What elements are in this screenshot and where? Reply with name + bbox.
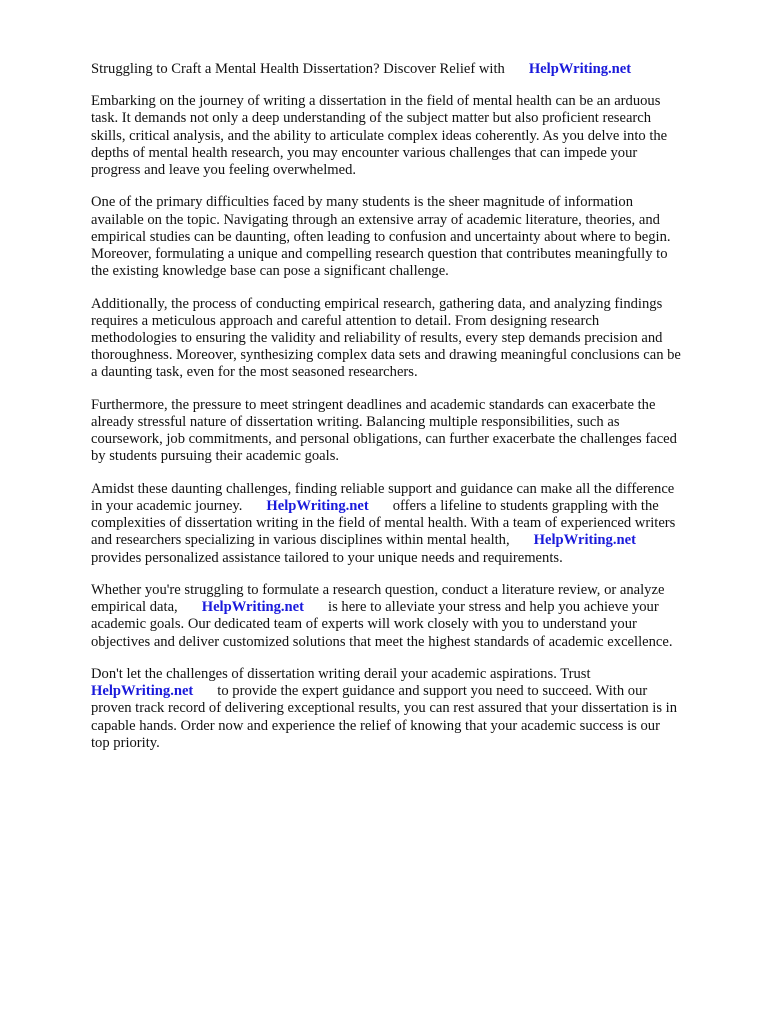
p1-line-2: task. It demands not only a deep understanding of the subject matter but also proficient research [91, 110, 652, 127]
p3-line-5: a daunting task, even for the most seasoned researchers. [91, 364, 418, 381]
paragraph-1 [91, 93, 721, 179]
p6-line-2-after: is here to alleviate your stress and help you achieve your [328, 599, 659, 616]
p7-line-3: proven track record of delivering exceptional results, you can rest assured that your dissertation is in [91, 700, 678, 717]
p2-line-5: the existing knowledge base can pose a significant challenge. [91, 263, 449, 280]
p7-line-5: top priority. [91, 734, 160, 751]
helpwriting-link-p5-a[interactable]: HelpWriting.net [266, 498, 369, 515]
p5-line-1: Amidst these daunting challenges, finding reliable support and guidance can make all the difference [91, 480, 675, 497]
p7-line-2-after: to provide the expert guidance and support you need to succeed. With our [217, 683, 648, 700]
p5-line-2 [91, 498, 721, 515]
p5-line-2-after: offers a lifeline to students grappling with the [392, 498, 659, 515]
p7-line-4: capable hands. Order now and experience the relief of knowing that your academic success is our [91, 717, 660, 734]
p1-line-3: skills, critical analysis, and the ability to articulate complex ideas coherently. As you delve into the [91, 127, 668, 144]
p3-line-4: thoroughness. Moreover, synthesizing complex data sets and drawing meaningful conclusions can be [91, 347, 681, 364]
p7-line-1: Don't let the challenges of dissertation writing derail your academic aspirations. Trust [91, 666, 591, 683]
p5-line-2-before: in your academic journey. [91, 498, 243, 515]
paragraph-4 [91, 397, 721, 466]
p4-line-3: coursework, job commitments, and personal obligations, can further exacerbate the challenges faced [91, 431, 677, 448]
paragraph-5 [91, 481, 721, 567]
p3-line-2: requires a meticulous approach and careful attention to detail. From designing research [91, 312, 600, 329]
p4-line-2: already stressful nature of dissertation writing. Balancing multiple responsibilities, such as [91, 414, 620, 431]
p2-line-4: Moreover, formulating a unique and compelling research question that contributes meaningfully to [91, 246, 668, 263]
paragraph-3 [91, 296, 721, 382]
paragraph-6 [91, 582, 721, 651]
p1-line-4: depths of mental health research, you may encounter various challenges that can impede your [91, 144, 638, 161]
p6-line-2-before: empirical data, [91, 599, 178, 616]
p3-line-1: Additionally, the process of conducting empirical research, gathering data, and analyzing findings [91, 295, 663, 312]
p1-line-5: progress and leave you feeling overwhelmed. [91, 162, 357, 179]
p2-line-1: One of the primary difficulties faced by many students is the sheer magnitude of information [91, 194, 633, 211]
p7-line-2 [91, 683, 721, 700]
p4-line-4: by students pursuing their academic goals. [91, 448, 340, 465]
document-page [91, 61, 721, 767]
helpwriting-link-p7[interactable]: HelpWriting.net [91, 683, 194, 700]
paragraph-7 [91, 666, 721, 752]
helpwriting-link-title[interactable]: HelpWriting.net [528, 61, 632, 77]
helpwriting-link-p6[interactable]: HelpWriting.net [201, 599, 305, 616]
p2-line-3: empirical studies can be daunting, often leading to confusion and uncertainty about where to begin. [91, 228, 671, 245]
p4-line-1: Furthermore, the pressure to meet stringent deadlines and academic standards can exacerbate the [91, 396, 656, 413]
helpwriting-link-p5-b[interactable]: HelpWriting.net [533, 532, 636, 549]
p6-line-2 [91, 599, 721, 616]
p5-line-3: complexities of dissertation writing in the field of mental health. With a team of experienced writers [91, 515, 676, 532]
p3-line-3: methodologies to ensuring the validity and reliability of results, every step demands precision and [91, 330, 663, 347]
p6-line-1: Whether you're struggling to formulate a research question, conduct a literature review, or analyze [91, 582, 665, 599]
p5-line-5: provides personalized assistance tailored to your unique needs and requirements. [91, 549, 563, 566]
paragraph-2 [91, 194, 721, 280]
p5-line-4-before: and researchers specializing in various disciplines within mental health, [91, 532, 510, 549]
document-title [91, 61, 721, 78]
p6-line-3: academic goals. Our dedicated team of experts will work closely with you to understand your [91, 616, 637, 633]
title-text: Struggling to Craft a Mental Health Dissertation? Discover Relief with [91, 61, 505, 77]
p5-line-4 [91, 532, 721, 549]
p6-line-4: objectives and deliver customized solutions that meet the highest standards of academic excellence. [91, 633, 673, 650]
p1-line-1: Embarking on the journey of writing a dissertation in the field of mental health can be an arduous [91, 93, 661, 110]
p2-line-2: available on the topic. Navigating through an extensive array of academic literature, theories, and [91, 211, 660, 228]
